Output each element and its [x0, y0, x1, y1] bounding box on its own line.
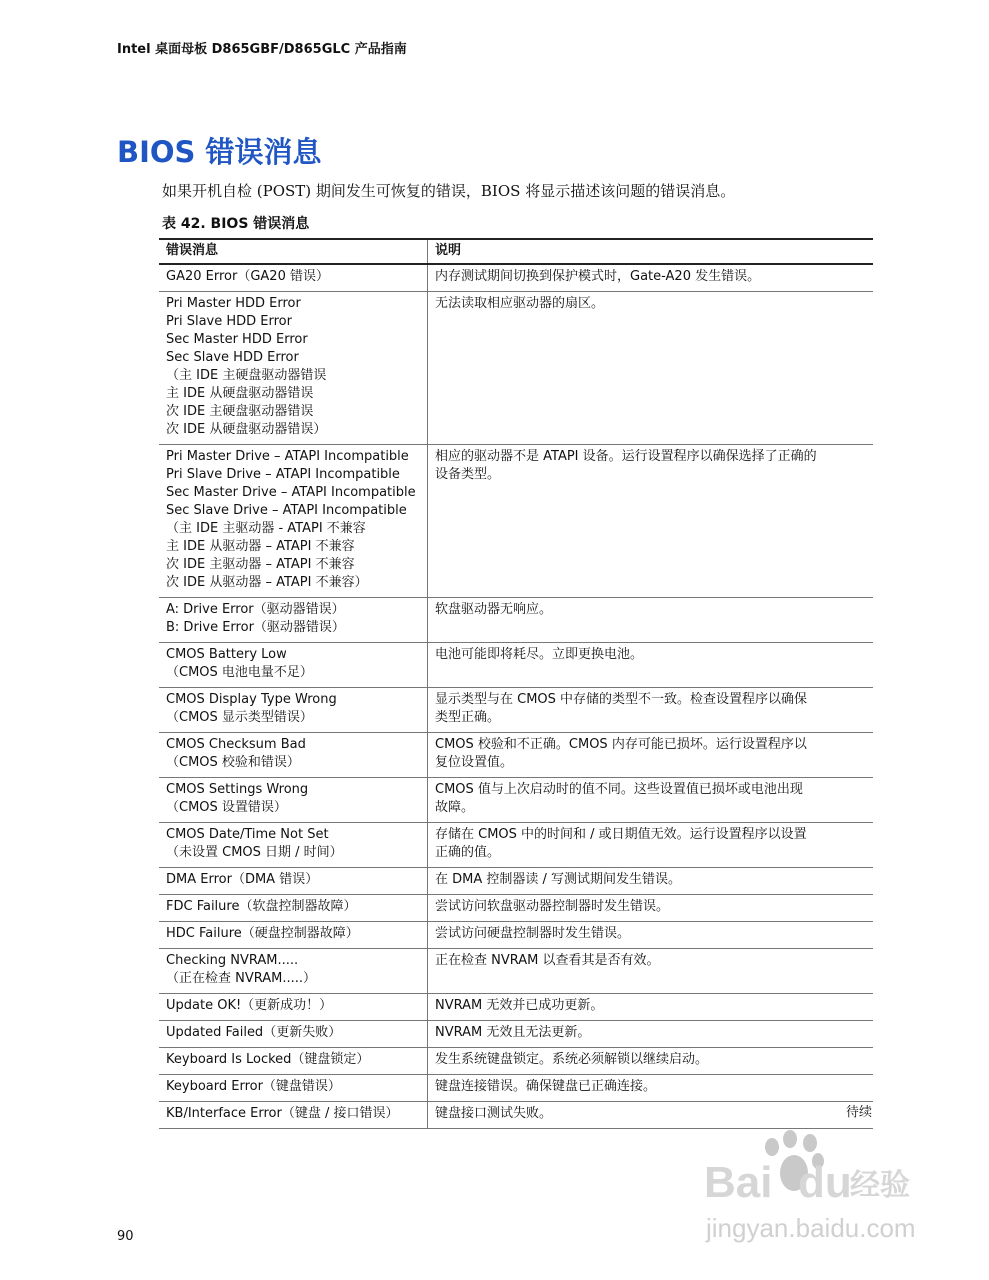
watermark-url: jingyan.baidu.com — [706, 1213, 916, 1243]
error-message-cell — [159, 688, 428, 733]
table-row — [159, 445, 873, 598]
error-message-line: Pri Master HDD Error — [166, 296, 301, 311]
error-description-cell — [428, 292, 874, 445]
section-title: BIOS 错误消息 — [117, 135, 322, 169]
error-message-cell — [159, 922, 428, 949]
error-message-cell — [159, 868, 428, 895]
error-description-cell — [428, 895, 874, 922]
error-message-cell — [159, 264, 428, 292]
error-message-line: CMOS Battery Low — [166, 647, 287, 662]
bios-error-table — [159, 238, 873, 1129]
error-description-line: 设备类型。 — [435, 467, 501, 482]
error-description-cell — [428, 264, 874, 292]
table-row — [159, 868, 873, 895]
error-description-line: 正确的值。 — [435, 845, 501, 860]
error-message-line: Pri Slave HDD Error — [166, 314, 292, 329]
error-message-line: 次 IDE 从驱动器 – ATAPI 不兼容） — [166, 575, 368, 590]
table-body — [159, 264, 873, 1129]
table-row — [159, 1048, 873, 1075]
error-description-line: 键盘连接错误。确保键盘已正确连接。 — [435, 1079, 657, 1094]
error-message-cell — [159, 1048, 428, 1075]
error-message-line: （CMOS 显示类型错误） — [166, 710, 313, 725]
error-description-line: 复位设置值。 — [435, 755, 514, 770]
error-message-line: Checking NVRAM..... — [166, 953, 299, 968]
error-description-line: 相应的驱动器不是 ATAPI 设备。运行设置程序以确保选择了正确的 — [435, 449, 817, 464]
error-description-cell — [428, 1048, 874, 1075]
error-description-cell — [428, 922, 874, 949]
table-row — [159, 598, 873, 643]
error-message-cell — [159, 1075, 428, 1102]
error-description-cell — [428, 688, 874, 733]
error-message-cell — [159, 778, 428, 823]
error-message-line: CMOS Display Type Wrong — [166, 692, 337, 707]
error-description-line: 正在检查 NVRAM 以查看其是否有效。 — [435, 953, 660, 968]
error-message-cell — [159, 292, 428, 445]
error-message-line: Pri Slave Drive – ATAPI Incompatible — [166, 467, 400, 482]
table-header-row — [159, 239, 873, 264]
error-message-cell — [159, 598, 428, 643]
error-message-line: Sec Master Drive – ATAPI Incompatible — [166, 485, 416, 500]
error-description-cell — [428, 868, 874, 895]
error-message-cell — [159, 1102, 428, 1129]
table-caption: 表 42. BIOS 错误消息 — [162, 216, 310, 232]
table-row — [159, 895, 873, 922]
error-description-cell — [428, 949, 874, 994]
error-message-line: CMOS Settings Wrong — [166, 782, 309, 797]
table-row — [159, 264, 873, 292]
table-row — [159, 1075, 873, 1102]
error-message-cell — [159, 733, 428, 778]
page-number: 90 — [117, 1229, 134, 1244]
error-message-line: KB/Interface Error（键盘 / 接口错误） — [166, 1106, 399, 1121]
error-message-line: DMA Error（DMA 错误） — [166, 872, 319, 887]
error-message-line: Sec Master HDD Error — [166, 332, 308, 347]
error-message-line: 次 IDE 主硬盘驱动器错误 — [166, 404, 314, 419]
error-description-cell — [428, 643, 874, 688]
watermark-cn: 经验 — [850, 1168, 910, 1203]
column-header-description: 说明 — [428, 239, 874, 264]
table-row — [159, 1021, 873, 1048]
error-description-line: 内存测试期间切换到保护模式时，Gate-A20 发生错误。 — [435, 269, 761, 284]
running-header: Intel 桌面母板 D865GBF/D865GLC 产品指南 — [117, 42, 407, 57]
error-message-cell — [159, 895, 428, 922]
error-description-line: 类型正确。 — [435, 710, 501, 725]
watermark-brand: Bai — [704, 1158, 773, 1207]
error-message-line: B: Drive Error（驱动器错误） — [166, 620, 345, 635]
table-row — [159, 823, 873, 868]
error-message-cell — [159, 445, 428, 598]
error-message-cell — [159, 823, 428, 868]
error-message-line: Pri Master Drive – ATAPI Incompatible — [166, 449, 409, 464]
error-message-line: （未设置 CMOS 日期 / 时间） — [166, 845, 343, 860]
table-row — [159, 922, 873, 949]
error-description-cell — [428, 994, 874, 1021]
error-message-line: Keyboard Error（键盘错误） — [166, 1079, 341, 1094]
error-message-line: CMOS Checksum Bad — [166, 737, 306, 752]
error-message-line: Updated Failed（更新失败） — [166, 1025, 342, 1040]
error-description-line: 尝试访问硬盘控制器时发生错误。 — [435, 926, 631, 941]
error-description-line: 发生系统键盘锁定。系统必须解锁以继续启动。 — [435, 1052, 709, 1067]
error-message-cell — [159, 949, 428, 994]
error-message-line: GA20 Error（GA20 错误） — [166, 269, 329, 284]
error-message-line: Sec Slave HDD Error — [166, 350, 299, 365]
error-description-line: CMOS 值与上次启动时的值不同。这些设置值已损坏或电池出现 — [435, 782, 803, 797]
error-description-line: CMOS 校验和不正确。CMOS 内存可能已损坏。运行设置程序以 — [435, 737, 807, 752]
column-header-message: 错误消息 — [159, 239, 428, 264]
error-message-line: Update OK!（更新成功！） — [166, 998, 333, 1013]
continued-label: 待续 — [845, 1105, 872, 1120]
error-message-line: （CMOS 设置错误） — [166, 800, 287, 815]
error-message-line: Keyboard Is Locked（键盘锁定） — [166, 1052, 370, 1067]
error-message-line: （CMOS 校验和错误） — [166, 755, 300, 770]
error-description-line: 存储在 CMOS 中的时间和 / 或日期值无效。运行设置程序以设置 — [435, 827, 807, 842]
error-description-line: 软盘驱动器无响应。 — [435, 602, 553, 617]
error-description-line: 尝试访问软盘驱动器控制器时发生错误。 — [435, 899, 670, 914]
error-description-line: 故障。 — [435, 800, 475, 815]
error-description-line: NVRAM 无效并已成功更新。 — [435, 998, 604, 1013]
table-row — [159, 643, 873, 688]
error-message-cell — [159, 643, 428, 688]
error-message-line: 次 IDE 从硬盘驱动器错误） — [166, 422, 327, 437]
error-description-line: 无法读取相应驱动器的扇区。 — [435, 296, 605, 311]
error-message-line: HDC Failure（硬盘控制器故障） — [166, 926, 359, 941]
table-row — [159, 994, 873, 1021]
error-description-cell — [428, 778, 874, 823]
error-message-line: 次 IDE 主驱动器 – ATAPI 不兼容 — [166, 557, 355, 572]
error-description-cell — [428, 1075, 874, 1102]
error-description-cell — [428, 445, 874, 598]
error-description-cell — [428, 823, 874, 868]
error-message-cell — [159, 994, 428, 1021]
error-message-line: 主 IDE 从驱动器 – ATAPI 不兼容 — [166, 539, 355, 554]
error-message-line: （主 IDE 主驱动器 - ATAPI 不兼容 — [166, 521, 366, 536]
error-description-cell — [428, 598, 874, 643]
error-message-line: （主 IDE 主硬盘驱动器错误 — [166, 368, 327, 383]
table-row — [159, 733, 873, 778]
baidu-jingyan-watermark — [700, 1125, 940, 1255]
error-description-cell — [428, 1021, 874, 1048]
error-description-line: NVRAM 无效且无法更新。 — [435, 1025, 591, 1040]
error-description-cell — [428, 733, 874, 778]
table-row — [159, 688, 873, 733]
error-description-line: 显示类型与在 CMOS 中存储的类型不一致。检查设置程序以确保 — [435, 692, 808, 707]
error-message-cell — [159, 1021, 428, 1048]
error-message-line: A: Drive Error（驱动器错误） — [166, 602, 345, 617]
error-message-line: FDC Failure（软盘控制器故障） — [166, 899, 357, 914]
error-description-line: 在 DMA 控制器读 / 写测试期间发生错误。 — [435, 872, 682, 887]
table-row — [159, 778, 873, 823]
intro-paragraph: 如果开机自检 (POST) 期间发生可恢复的错误，BIOS 将显示描述该问题的错误消息。 — [162, 182, 736, 200]
watermark-brand2: du — [798, 1158, 852, 1207]
error-description-line: 电池可能即将耗尽。立即更换电池。 — [435, 647, 644, 662]
error-message-line: （正在检查 NVRAM.....） — [166, 971, 317, 986]
table-row — [159, 949, 873, 994]
error-message-line: CMOS Date/Time Not Set — [166, 827, 329, 842]
error-description-line: 键盘接口测试失败。 — [435, 1106, 553, 1121]
error-message-line: Sec Slave Drive – ATAPI Incompatible — [166, 503, 407, 518]
table-row — [159, 292, 873, 445]
error-message-line: 主 IDE 从硬盘驱动器错误 — [166, 386, 314, 401]
error-message-line: （CMOS 电池电量不足） — [166, 665, 313, 680]
